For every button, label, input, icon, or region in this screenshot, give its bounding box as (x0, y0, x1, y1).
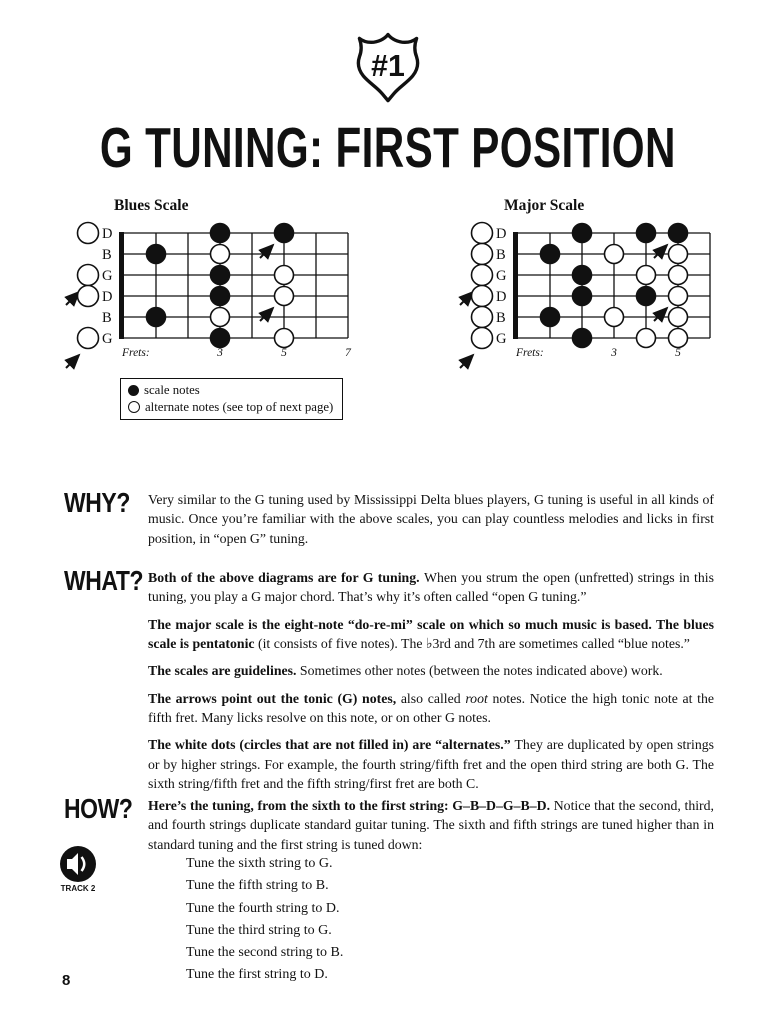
paragraph: Both of the above diagrams are for G tuning. When you strum the open (unfretted) strings in this tuning, you play a G major chord. That’s why it’s often called “open G tuning.” (148, 570, 714, 605)
tuning-step: Tune the fifth string to B. (186, 878, 329, 894)
svg-text:G: G (102, 331, 113, 347)
paragraph: The scales are guidelines. Sometimes other notes (between the notes indicated above) work. (148, 663, 663, 679)
tuning-step: Tune the first string to D. (186, 967, 328, 983)
fretboard-svg (462, 217, 716, 367)
svg-text:7: 7 (345, 347, 351, 359)
diagram-label-blues: Blues Scale (114, 197, 189, 214)
lesson-badge-icon (352, 30, 424, 109)
heading-how: HOW? (64, 793, 133, 824)
svg-text:D: D (102, 289, 113, 305)
svg-text:3: 3 (217, 347, 223, 359)
svg-text:D: D (496, 226, 507, 242)
tuning-step: Tune the sixth string to G. (186, 856, 333, 871)
legend-row-alternate-notes (128, 399, 333, 416)
page-title: G TUNING: FIRST POSITION (99, 116, 676, 180)
legend-box (120, 378, 343, 420)
tuning-steps-list (186, 856, 343, 990)
filled-note-icon (128, 385, 139, 396)
paragraph: The major scale is the eight-note “do-re-mi” scale on which so much music is based. The blues scale is pentatonic (it consists of five notes). The ♭3rd and 7th are sometimes called “blue notes.” (148, 616, 714, 651)
svg-text:G: G (496, 331, 507, 347)
svg-text:B: B (496, 310, 506, 326)
page-number: 8 (62, 972, 71, 989)
svg-text:Frets:: Frets: (122, 347, 150, 359)
open-note-icon (128, 401, 140, 413)
track-label: TRACK 2 (60, 884, 96, 893)
svg-text:D: D (496, 289, 507, 305)
heading-why: WHY? (64, 487, 130, 518)
legend-filled-label: scale notes (144, 383, 200, 397)
svg-text:G: G (102, 268, 113, 284)
svg-text:B: B (496, 247, 506, 263)
paragraph: The white dots (circles that are not filled in) are “alternates.” They are duplicated by open strings or by higher strings. For example, the fourth string/fifth fret and the open third string are both G. The sixth string/fifth fret and the fifth string/first fret are both C. (148, 737, 714, 791)
svg-text:5: 5 (281, 347, 287, 359)
diagram-label-major: Major Scale (504, 197, 585, 214)
lesson-number: #1 (371, 49, 405, 83)
paragraph: Here’s the tuning, from the sixth to the first string: G–B–D–G–B–D. Notice that the second, third, and fourth strings duplicate standard guitar tuning. The sixth and fifth strings are tuned higher than in standard tuning and the first string is tuned down: (148, 798, 714, 852)
legend-open-label: alternate notes (see top of next page) (145, 399, 334, 414)
paragraph: The arrows point out the tonic (G) notes, also called root notes. Notice the high tonic note at the fifth fret. Many licks resolve on this note, or on other G notes. (148, 690, 714, 725)
why-text (148, 490, 714, 556)
heading-what: WHAT? (64, 565, 144, 596)
svg-text:B: B (102, 310, 112, 326)
paragraph: Very similar to the G tuning used by Mississippi Delta blues players, G tuning is useful in all kinds of music. Once you’re familiar with the above scales, you can play countless melodies and licks in first position, in “open G” tuning. (148, 492, 714, 546)
svg-text:D: D (102, 226, 113, 242)
fretboard-svg (68, 217, 354, 367)
speaker-icon (58, 844, 98, 889)
major-scale-fretboard-diagram (462, 217, 716, 372)
svg-text:G: G (496, 268, 507, 284)
tuning-step: Tune the fourth string to D. (186, 900, 340, 916)
svg-text:Frets:: Frets: (516, 347, 544, 359)
legend-row-scale-notes (128, 382, 333, 399)
svg-text:5: 5 (675, 347, 681, 359)
svg-text:3: 3 (611, 347, 617, 359)
what-text (148, 568, 714, 801)
tuning-step: Tune the second string to B. (186, 945, 344, 961)
tuning-step: Tune the third string to G. (186, 922, 332, 938)
blues-scale-fretboard-diagram (68, 217, 354, 372)
how-text (148, 796, 714, 862)
svg-text:B: B (102, 247, 112, 263)
